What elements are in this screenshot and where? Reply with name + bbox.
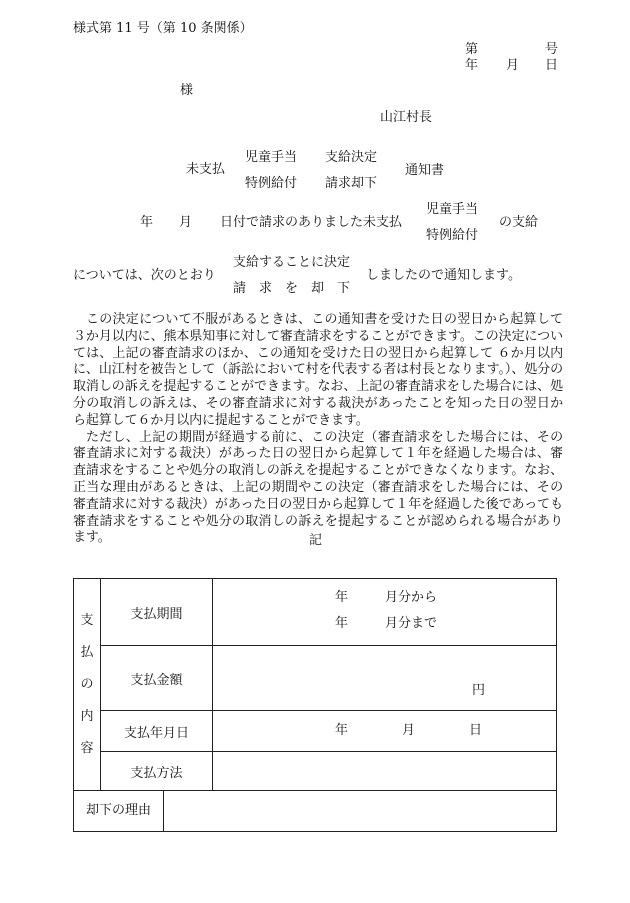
period-value (213, 579, 557, 646)
reject-reason-label: 却下の理由 (86, 803, 152, 818)
group-char-1: 支 (80, 612, 94, 628)
intro-type-option-2: 特例給付 (426, 228, 479, 243)
date-day: 日 (545, 58, 559, 73)
group-char-2: 払 (80, 644, 94, 660)
reject-reason-cell (74, 791, 557, 832)
group-char-5: 容 (80, 740, 94, 756)
pay-date-month: 月 (402, 723, 416, 738)
intro-choice-2: 請 求 を 却 下 (233, 281, 351, 296)
method-label: 支払方法 (101, 752, 213, 791)
amount-label: 支払金額 (101, 646, 213, 711)
intro-year: 年 (140, 215, 154, 230)
period-from-month: 月分から (385, 590, 438, 605)
period-row (74, 579, 557, 646)
appeal-paragraph-2: ただし、上記の期間が経過する前に、この決定（審査請求をした場合には、その審査請求に対する裁決）があった日の翌日から起算して１年を経過した場合は、審査請求をすることや処分の取消しの訴えを提起することができなくなります。なお、正当な理由があるときは、上記の期間やこの決定（審査請求をした場合には、その審査請求に対する裁決）があった日の翌日から起算して１年を経過した後であっても審査請求をすることや処分の取消しの訴えを提起することが認められる場合があります。 (73, 429, 563, 546)
date-year: 年 (465, 58, 479, 73)
doc-number-dai: 第 (465, 42, 479, 57)
method-row (74, 752, 557, 791)
period-to-month: 月分まで (385, 616, 438, 631)
appeal-notice (73, 312, 563, 547)
date-month: 月 (506, 58, 520, 73)
payment-details-table (73, 578, 557, 832)
pay-date-day: 日 (469, 723, 483, 738)
intro-no-shikyu: の支給 (499, 215, 539, 230)
period-to-year: 年 (335, 616, 349, 631)
addressee-suffix: 様 (180, 83, 194, 98)
doc-number-go: 号 (545, 42, 559, 57)
title-prefix: 未支払 (186, 162, 226, 177)
pay-date-row (74, 711, 557, 752)
amount-unit: 円 (472, 683, 486, 698)
amount-value (213, 646, 557, 711)
sender-name: 山江村長 (380, 110, 433, 125)
pay-date-value (213, 711, 557, 752)
reject-reason-divider (163, 791, 164, 831)
intro-tail: しましたので通知します。 (366, 268, 521, 283)
pay-date-year: 年 (335, 723, 349, 738)
intro-choice-1: 支給することに決定 (233, 255, 351, 270)
intro-middle: 日付で請求のありました未支払 (220, 215, 403, 230)
form-number: 様式第 11 号（第 10 条関係） (73, 21, 253, 36)
title-suffix: 通知書 (405, 163, 445, 178)
intro-lead: については、次のとおり (73, 268, 216, 283)
period-label: 支払期間 (101, 579, 213, 646)
pay-date-label: 支払年月日 (101, 711, 213, 752)
amount-row (74, 646, 557, 711)
group-char-3: の (80, 676, 94, 692)
title-decision-option-2: 請求却下 (325, 176, 378, 191)
intro-month: 月 (179, 215, 193, 230)
title-type-option-1: 児童手当 (245, 150, 298, 165)
title-decision-option-1: 支給決定 (325, 150, 378, 165)
method-value (213, 752, 557, 791)
period-from-year: 年 (335, 590, 349, 605)
ki-heading: 記 (309, 533, 323, 548)
group-label-payment-contents (74, 579, 101, 791)
title-type-option-2: 特例給付 (245, 176, 298, 191)
appeal-paragraph-1: この決定について不服があるときは、この通知書を受けた日の翌日から起算して３か月以内に、熊本県知事に対して審査請求をすることができます。この決定については、上記の審査請求のほか、この通知を受けた日の翌日から起算して ６か月以内に、山江村を被告として（訴訟において村を代表する者は村長となります。）、処分の取消しの訴えを提起することができます。なお、上記の審査請求をした場合には、処分の取消しの訴えは、その審査請求に対する裁決があったことを知った日の翌日から起算して６か月以内に提起することができます。 (73, 312, 563, 428)
intro-type-option-1: 児童手当 (426, 202, 479, 217)
group-char-4: 内 (80, 708, 94, 724)
reject-reason-row (74, 791, 557, 832)
